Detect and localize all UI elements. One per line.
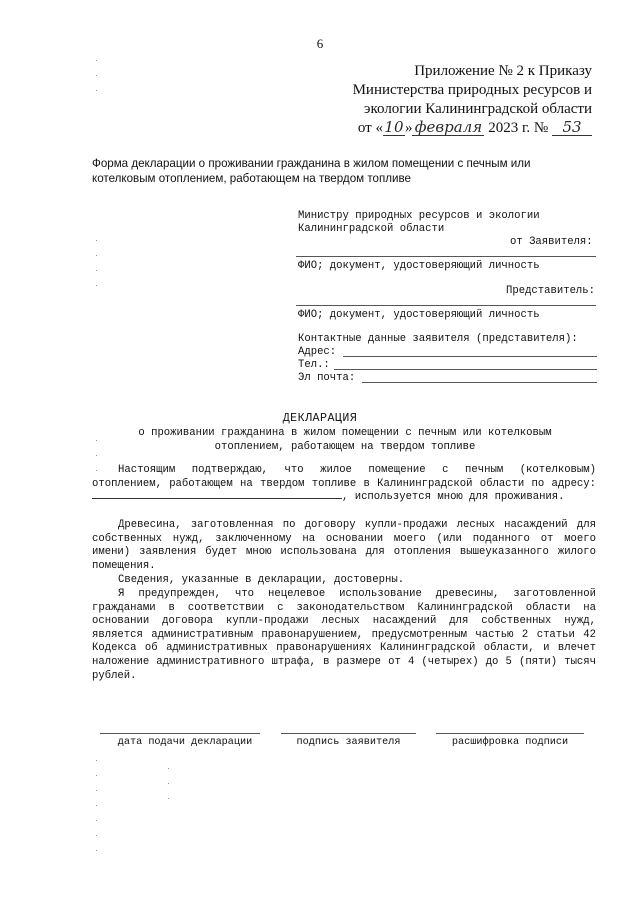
address-field-line[interactable] xyxy=(343,356,597,357)
quote-close: » xyxy=(404,120,413,136)
address-fill-line[interactable] xyxy=(92,498,342,499)
signature-label: подпись заявителя xyxy=(296,737,401,748)
addressee-line-2: Калининградской области xyxy=(298,223,445,235)
declaration-paragraph-3 xyxy=(92,574,596,588)
contacts-label: Контактные данные заявителя (представителя): xyxy=(298,333,578,345)
quote-open: « xyxy=(375,120,383,136)
paragraph-4-text: Я предупрежден, что нецелевое использование древесины, заготовленной гражданами в соответствии с законодательством Калининградской области на основании договора купли-продажи лесных насаждений для собственных нужд, является административным правонарушением, предусмотренным частью 2 статьи 42 Кодекса об административных правонарушениях Калининградской области, и влечет наложение административного штрафа, в размере от 4 (четырех) до 5 (пяти) тысяч рублей. xyxy=(92,588,596,682)
applicant-fio-line[interactable] xyxy=(296,256,596,257)
email-label: Эл почта: xyxy=(298,372,356,384)
from-applicant-label: от Заявителя: xyxy=(510,236,593,248)
page-number: 6 xyxy=(316,36,324,51)
paragraph-2-text: Древесина, заготовленная по договору купли-продажи лесных насаждений для собственных нужд, заключенному на основании моего (или поданного от моего имени) заявления будет мною использована для отопления вышеуказанного жилого помещения. xyxy=(92,519,596,572)
applicant-fio-caption: ФИО; документ, удостоверяющий личность xyxy=(298,260,540,272)
scan-margin-marks-lower xyxy=(96,440,98,485)
scan-margin-marks-inner xyxy=(168,768,170,813)
address-label: Адрес: xyxy=(298,346,337,358)
form-title: Форма декларации о проживании гражданина в жилом помещении с печным или котелковым отоплением, работающем на твердом топливе xyxy=(92,157,531,185)
email-field-line[interactable] xyxy=(362,382,597,383)
scan-margin-marks-middle xyxy=(96,240,98,300)
declaration-paragraph-2 xyxy=(92,519,596,573)
scan-margin-marks-top xyxy=(96,60,98,105)
paragraph-1-part-2: , используется мною для проживания. xyxy=(342,491,565,504)
date-signature-line[interactable] xyxy=(100,733,260,734)
paragraph-3-text: Сведения, указанные в декларации, достоверны. xyxy=(118,574,405,586)
declaration-subtitle: о проживании гражданина в жилом помещении с печным или котелковым отоплением, работающем на твердом топливе xyxy=(138,427,552,453)
appendix-header xyxy=(332,62,592,138)
order-year-text: 2023 г. № xyxy=(488,120,549,136)
representative-fio-caption: ФИО; документ, удостоверяющий личность xyxy=(298,309,540,321)
paragraph-1-part-1: Настоящим подтверждаю, что жилое помещение с печным (котелковым) отоплением, работающем на твердом топливе в Калининградской области по адресу: xyxy=(92,464,596,490)
addressee-line-1: Министру природных ресурсов и экологии xyxy=(298,210,540,222)
decoding-label: расшифровка подписи xyxy=(451,737,569,748)
phone-field-line[interactable] xyxy=(334,369,597,370)
applicant-signature-line[interactable] xyxy=(281,733,416,734)
order-number: 53 xyxy=(552,119,592,136)
scan-margin-marks-bottom xyxy=(96,760,98,865)
decoding-signature-line[interactable] xyxy=(436,733,584,734)
order-month: февраля xyxy=(412,119,484,136)
declaration-paragraph-4 xyxy=(92,588,596,683)
appendix-line-2: Министерства природных ресурсов и xyxy=(352,82,592,98)
declaration-paragraph-1 xyxy=(92,464,596,505)
representative-fio-line[interactable] xyxy=(296,305,596,306)
appendix-line-3: экологии Калининградской области xyxy=(364,101,592,117)
phone-label: Тел.: xyxy=(298,359,330,371)
order-day: 10 xyxy=(384,118,404,136)
order-from-label: от xyxy=(357,120,372,136)
appendix-line-1: Приложение № 2 к Приказу xyxy=(414,63,592,79)
representative-label: Представитель: xyxy=(506,285,596,297)
order-date-line xyxy=(332,119,592,138)
declaration-title: ДЕКЛАРАЦИЯ xyxy=(282,412,358,425)
date-label: дата подачи декларации xyxy=(117,737,253,748)
